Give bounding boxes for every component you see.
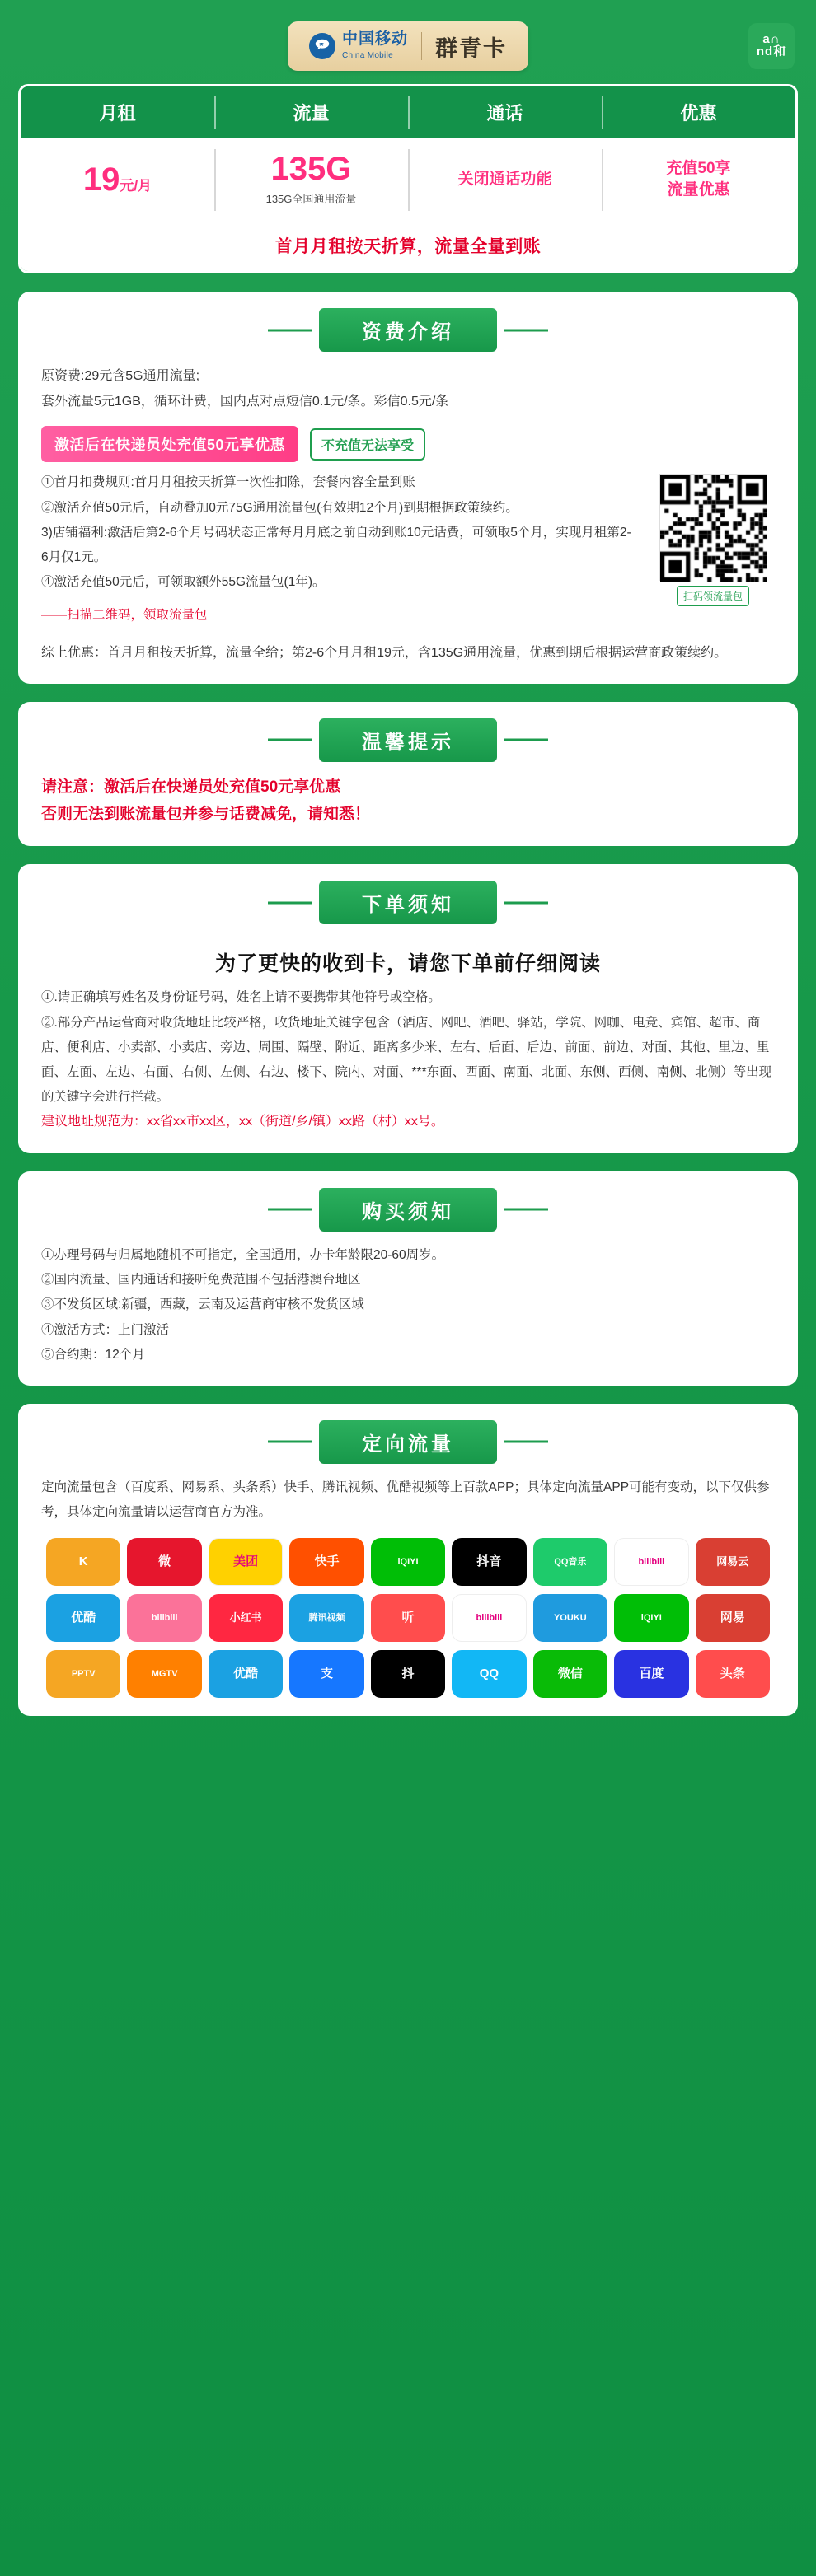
order-notice-item-2: ②.部分产品运营商对收货地址比较严格，收货地址关键字包含（酒店、网吧、酒吧、驿站，学院、网咖、电竞、宾馆、超市、商店、便利店、小卖部、小卖店、旁边、周围、隔壁、附近、距离多少米、左右、后面、后边、前面、前边、对面、其他、里边、里面、左面、左边、右面、右侧、左侧、右边、楼下、院内、对面、***东面、西面、南面、北面、东侧、西侧、南侧、北侧）等出现的关键字会进行拦截。 xyxy=(41,1015,772,1105)
app-icon-label: 头条 xyxy=(720,1667,745,1681)
app-icon-label: 腾讯视频 xyxy=(308,1613,345,1624)
rent-value: 19 xyxy=(82,161,120,198)
plan-col-call: 通话 xyxy=(408,86,602,138)
china-mobile-wordmark xyxy=(342,31,408,62)
card-name: 群青卡 xyxy=(435,35,507,61)
app-icon-label: 微信 xyxy=(557,1667,583,1681)
order-notice-item-1: ①.请正确填写姓名及身份证号码，姓名上请不要携带其他符号或空格。 xyxy=(41,990,441,1005)
directional-title: 定向流量 xyxy=(319,1420,497,1464)
app-icon-label: 抖 xyxy=(401,1667,415,1681)
keep-icon xyxy=(46,1538,120,1586)
youku-icon xyxy=(46,1594,120,1642)
warm-tips-body xyxy=(18,767,798,829)
fee-item-3: 3)店铺福利:激活后第2-6个月号码状态正常每月月底之前自动到账10元话费，可领取5个月，实现月租第2-6月仅1元。 xyxy=(41,525,631,565)
app-icon-label: 小红书 xyxy=(229,1611,262,1625)
purchase-notice-card xyxy=(18,1171,798,1386)
purchase-item-1: ①办理号码与归属地随机不可指定，全国通用，办卡年龄限20-60周岁。 xyxy=(41,1247,445,1262)
purchase-notice-title-wrap xyxy=(18,1171,798,1237)
toutiao-icon xyxy=(696,1650,770,1698)
and-brand-logo xyxy=(748,23,795,69)
meituan-icon xyxy=(209,1538,283,1586)
tencent-qq-icon xyxy=(452,1650,526,1698)
app-icon-label: bilibili xyxy=(476,1613,503,1624)
plan-cell-data xyxy=(214,141,408,219)
fee-title-wrap xyxy=(18,292,798,357)
app-icon-label: iQIYI xyxy=(640,1613,662,1624)
douyin-icon-2 xyxy=(371,1650,445,1698)
netease-cloud-music-icon xyxy=(696,1538,770,1586)
call-text: 关闭通话功能 xyxy=(457,170,552,188)
warm-tips-title: 温馨提示 xyxy=(319,718,497,762)
weixin-icon xyxy=(533,1650,607,1698)
scan-tip: ——扫描二维码，领取流量包 xyxy=(41,608,208,623)
order-notice-title: 下单须知 xyxy=(319,881,497,924)
baidu-icon xyxy=(614,1650,688,1698)
warm-tips-title-wrap xyxy=(18,702,798,767)
fee-line-1: 原资费:29元含5G通用流量; xyxy=(41,369,200,383)
app-icon-label: QQ音乐 xyxy=(554,1557,587,1568)
app-icon-label: 优酷 xyxy=(233,1667,259,1681)
bilibili-icon xyxy=(614,1538,688,1586)
fee-line-2: 套外流量5元1GB，循环计费，国内点对点短信0.1元/条。彩信0.5元/条 xyxy=(41,395,449,409)
order-notice-card xyxy=(18,864,798,1152)
app-icon-label: 支 xyxy=(321,1667,334,1681)
purchase-item-3: ③不发货区域:新疆，西藏，云南及运营商审核不发货区域 xyxy=(41,1297,364,1312)
warm-tips-card xyxy=(18,702,798,847)
fee-summary: 综上优惠：首月月租按天折算，流量全给；第2-6个月月租19元，含135G通用流量，优惠到期后根据运营商政策续约。 xyxy=(41,645,728,660)
recharge-pill: 激活后在快递员处充值50元享优惠 xyxy=(41,426,298,462)
app-icon-label: 快手 xyxy=(314,1554,340,1569)
tencent-video-icon xyxy=(289,1594,363,1642)
plan-cell-promo xyxy=(602,141,795,219)
warm-tips-line-1: 请注意：激活后在快递员处充值50元享优惠 xyxy=(41,778,341,796)
purchase-item-2: ②国内流量、国内通话和接听免费范围不包括港澳台地区 xyxy=(41,1273,361,1288)
youku-icon-3 xyxy=(209,1650,283,1698)
app-icon-label: 微 xyxy=(158,1554,171,1569)
directional-data-card xyxy=(18,1404,798,1716)
app-icon-label: 网易云 xyxy=(716,1555,749,1569)
app-icon-label: 抖音 xyxy=(476,1554,502,1569)
fee-item-1: ①首月扣费规则:首月月租按天折算一次性扣除，套餐内容全量到账 xyxy=(41,475,415,490)
brand-pill xyxy=(288,21,528,71)
directional-title-wrap xyxy=(18,1404,798,1469)
weibo-icon xyxy=(127,1538,201,1586)
alipay-icon xyxy=(289,1650,363,1698)
promo-line-1: 充值50享 xyxy=(666,159,731,177)
iqiyi-icon-2 xyxy=(614,1594,688,1642)
purchase-notice-body xyxy=(18,1237,798,1367)
plan-table-header xyxy=(21,86,795,138)
app-icon-label: 优酷 xyxy=(71,1611,96,1625)
promo-line-2: 流量优惠 xyxy=(667,180,730,199)
netease-music-icon xyxy=(696,1594,770,1642)
and-logo-bottom: nd和 xyxy=(756,44,787,59)
bilibili-icon-3 xyxy=(452,1594,526,1642)
recharge-note: 不充值无法享受 xyxy=(310,428,425,461)
fee-item-2: ②激活充值50元后，自动叠加0元75G通用流量包(有效期12个月)到期根据政策续约。 xyxy=(41,500,518,515)
xiaohongshu-icon xyxy=(209,1594,283,1642)
qr-code-block xyxy=(651,474,775,606)
app-icon-label: YOUKU xyxy=(554,1613,587,1624)
qr-code-image xyxy=(659,474,767,581)
plan-col-data: 流量 xyxy=(214,86,408,138)
app-icon-label: 美团 xyxy=(233,1554,259,1569)
and-logo-top: a∩ xyxy=(762,32,781,47)
douyin-icon xyxy=(452,1538,526,1586)
plan-col-promo: 优惠 xyxy=(602,86,795,138)
purchase-item-4: ④激活方式：上门激活 xyxy=(41,1322,170,1337)
warm-tips-line-2: 否则无法到账流量包并参与话费减免，请知悉！ xyxy=(41,806,371,824)
plan-footer-note: 首月月租按天折算，流量全量到账 xyxy=(21,219,795,271)
app-icon-label: MGTV xyxy=(151,1669,178,1680)
app-icon-label: bilibili xyxy=(638,1557,665,1568)
data-value: 135G xyxy=(270,151,352,187)
app-icon-label: PPTV xyxy=(71,1669,96,1680)
app-icon-label: 网易 xyxy=(720,1611,745,1625)
recharge-highlight-row xyxy=(41,426,775,462)
mango-tv-icon xyxy=(127,1650,201,1698)
fee-section-body xyxy=(18,357,798,666)
youku-icon-2 xyxy=(533,1594,607,1642)
operator-name-en: China Mobile xyxy=(341,50,393,60)
plan-col-rent: 月租 xyxy=(99,103,136,124)
kuaishou-icon xyxy=(289,1538,363,1586)
purchase-item-5: ⑤合约期：12个月 xyxy=(41,1347,145,1362)
pptv-icon xyxy=(46,1650,120,1698)
china-mobile-logo xyxy=(309,31,408,62)
qq-music-icon xyxy=(533,1538,607,1586)
order-notice-address-tip: 建议地址规范为：xx省xx市xx区，xx（街道/乡/镇）xx路（村）xx号。 xyxy=(41,1115,444,1129)
plan-cell-rent xyxy=(21,141,214,219)
page-header xyxy=(18,15,798,77)
iqiyi-icon xyxy=(371,1538,445,1586)
brand-divider xyxy=(421,32,422,60)
purchase-notice-title: 购买须知 xyxy=(319,1188,497,1232)
plan-table-body xyxy=(21,138,795,219)
order-notice-title-wrap xyxy=(18,864,798,929)
data-subtext: 135G全国通用流量 xyxy=(265,193,357,205)
china-mobile-mark-icon xyxy=(309,33,335,59)
directional-body xyxy=(18,1469,798,1698)
plan-cell-call xyxy=(408,141,602,219)
app-icon-label: K xyxy=(78,1554,88,1569)
operator-name-cn: 中国移动 xyxy=(341,30,408,48)
plan-summary-table xyxy=(18,84,798,273)
app-icon-label: bilibili xyxy=(151,1613,178,1624)
app-icon-label: 百度 xyxy=(639,1667,664,1681)
order-notice-body xyxy=(18,929,798,1134)
order-notice-headline: 为了更快的收到卡，请您下单前仔细阅读 xyxy=(214,952,601,976)
app-icon-grid xyxy=(41,1525,775,1698)
directional-note: 定向流量包含（百度系、网易系、头条系）快手、腾讯视频、优酷视频等上百款APP；具体定向流量APP可能有变动，以下仅供参考，具体定向流量请以运营商官方为准。 xyxy=(41,1480,770,1520)
ximalaya-icon xyxy=(371,1594,445,1642)
app-icon-label: 听 xyxy=(401,1611,415,1625)
fee-section-card xyxy=(18,292,798,684)
app-icon-label: iQIYI xyxy=(397,1557,419,1568)
rent-unit: 元/月 xyxy=(120,177,152,194)
fee-section-title: 资费介绍 xyxy=(319,308,497,352)
fee-item-4: ④激活充值50元后，可领取额外55G流量包(1年)。 xyxy=(41,575,326,590)
qr-caption: 扫码领流量包 xyxy=(677,586,749,606)
bilibili-icon-2 xyxy=(127,1594,201,1642)
app-icon-label: QQ xyxy=(479,1667,499,1681)
